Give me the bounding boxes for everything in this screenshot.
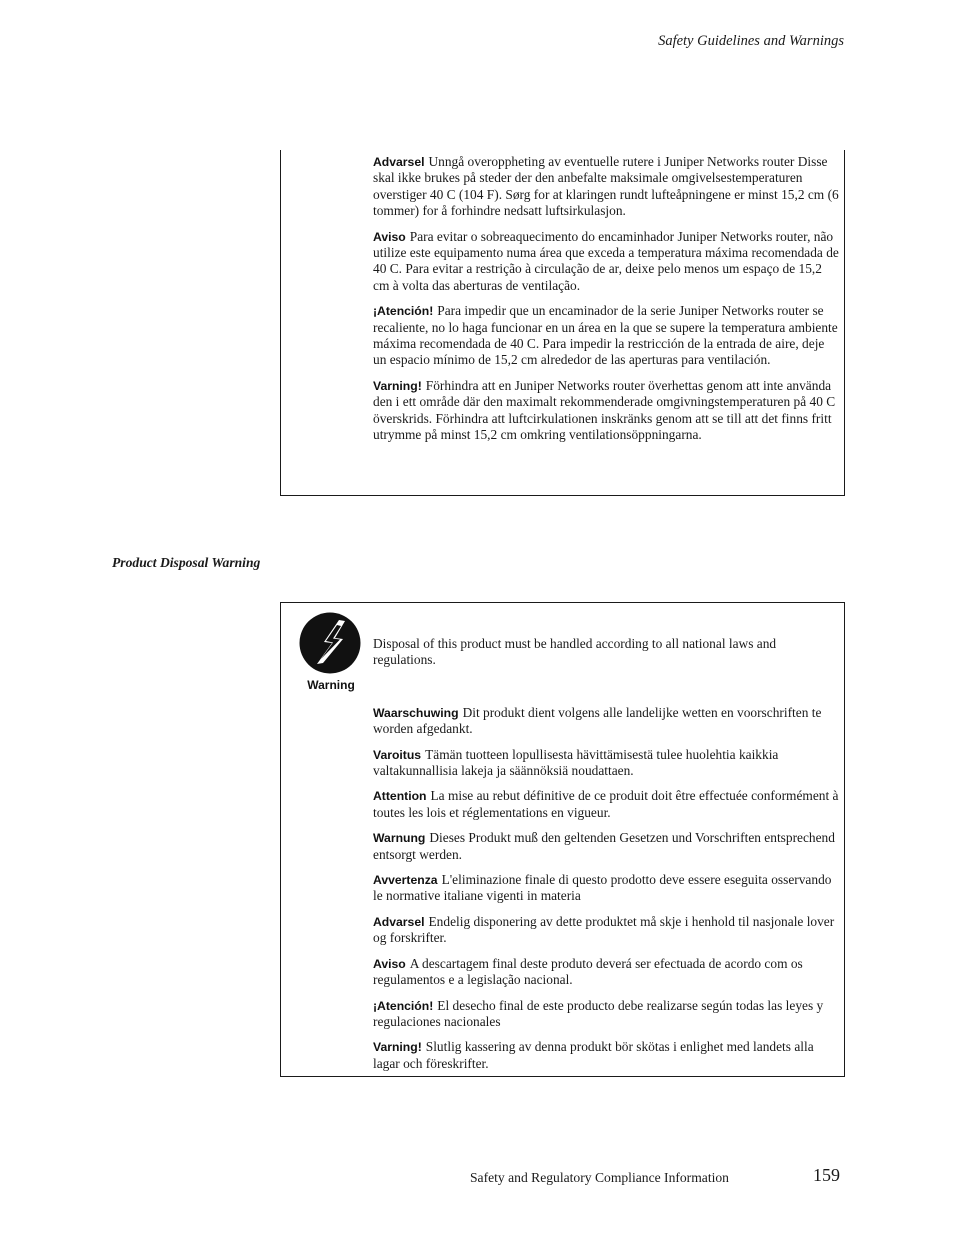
warning-label: Aviso: [373, 229, 406, 244]
translation-label: Waarschuwing: [373, 705, 459, 720]
translation-label: Varning!: [373, 1040, 422, 1055]
warning-icon-caption: Warning: [307, 678, 355, 692]
warning-paragraph-portuguese: [373, 229, 841, 295]
translation-text: L'eliminazione finale di questo prodotto deve essere eseguita osservando le normative italiane vigenti in materia: [373, 872, 832, 904]
translation-paragraph-portuguese: [373, 956, 841, 989]
translation-text: Dit produkt dient volgens alle landelijke wetten en voorschriften te worden afgedankt.: [373, 704, 822, 737]
overheating-warning-text: [373, 154, 841, 453]
translation-label: Varoitus: [373, 747, 422, 762]
translation-label: Warnung: [373, 831, 426, 846]
translation-text: El desecho final de este producto debe realizarse según todas las leyes y regulaciones nacionales: [373, 997, 824, 1029]
translation-label: Avvertenza: [373, 873, 438, 888]
translation-label: Attention: [373, 789, 427, 804]
warning-text: Para impedir que un encaminador de la serie Juniper Networks router se recaliente, no lo haga funcionar en un área en la que se supere la temperatura ambiente máxima recomendada de 40 C. Para impedir la restricción de la entrada de aire, deje un espacio mínimo de 15,2 cm alrededor de las aperturas para ventilación.: [373, 303, 838, 368]
translation-text: Dieses Produkt muß den geltenden Gesetzen und Vorschriften entsprechend entsorgt werden.: [373, 830, 835, 862]
translation-label: Advarsel: [373, 914, 425, 929]
lightning-bolt-icon: [299, 612, 361, 674]
translation-text: Slutlig kassering av denna produkt bör skötas i enlighet med landets alla lagar och föreskrifter.: [373, 1039, 814, 1071]
warning-text: Para evitar o sobreaquecimento do encaminhador Juniper Networks router, não utilize este equipamento numa área que exceda a temperatura máxima recomendada de 40 C. Para evitar a restrição à circulação de ar, deixe pelo menos um espaço de 15,2 cm à volta das aberturas de ventilação.: [373, 228, 839, 293]
translation-paragraph-french: [373, 788, 841, 821]
section-heading: Product Disposal Warning: [112, 555, 261, 570]
disposal-warning-text: [373, 636, 841, 1081]
translation-text: A descartagem final deste produto deverá ser efectuada de acordo com os regulamentos e a legislação nacional.: [373, 955, 803, 988]
warning-paragraph-spanish: [373, 303, 841, 369]
translation-text: La mise au rebut définitive de ce produit doit être effectuée conformément à toutes les lois et réglementations en vigueur.: [373, 788, 839, 820]
warning-label: Varning!: [373, 378, 422, 393]
translation-paragraph-spanish: [373, 998, 841, 1031]
warning-paragraph-swedish: [373, 378, 841, 444]
translation-paragraph-finnish: [373, 747, 841, 780]
warning-text: Unngå overoppheting av eventuelle rutere i Juniper Networks router Disse skal ikke brukes på steder der den anbefalte maksimale omgivelsestemperaturen overstiger 40 C (104 F). Sørg for at klaringen rundt lufteåpningene er minst 15,2 cm (6 tommer) for å forhindre nedsatt luftsirkulasjon.: [373, 154, 839, 219]
translation-text: Tämän tuotteen lopullisesta hävittämisestä tulee huolehtia kaikkia valtakunnallisia lakeja ja säännöksiä noudattaen.: [373, 746, 779, 779]
translation-paragraph-german: [373, 830, 841, 863]
footer-title: Safety and Regulatory Compliance Information: [470, 1170, 729, 1185]
page-number: 159: [813, 1165, 840, 1185]
overheating-warning-box: [280, 150, 845, 496]
translation-paragraph-dutch: [373, 705, 841, 738]
running-header: Safety Guidelines and Warnings: [658, 33, 844, 49]
translation-label: ¡Atención!: [373, 998, 434, 1013]
warning-label: ¡Atención!: [373, 304, 434, 319]
warning-paragraph-norwegian: [373, 154, 841, 220]
warning-label: Advarsel: [373, 155, 425, 169]
disposal-intro: Disposal of this product must be handled according to all national laws and regulations.: [373, 636, 777, 668]
disposal-warning-box: [280, 602, 845, 1077]
translation-paragraph-swedish: [373, 1039, 841, 1072]
translation-paragraph-italian: [373, 872, 841, 905]
translation-text: Endelig disponering av dette produktet må skje i henhold til nasjonale lover og forskrifter.: [373, 913, 835, 946]
translation-label: Aviso: [373, 956, 406, 971]
warning-text: Förhindra att en Juniper Networks router överhettas genom att inte använda den i ett område där den maximalt rekommenderade omgivningstemperaturen på 40 C överskrids. Förhindra att luftcirkulationen inskränks genom att se till att det finns fritt utrymme på minst 15,2 cm omkring ventilationsöppningarna.: [373, 377, 836, 443]
translation-paragraph-norwegian: [373, 914, 841, 947]
